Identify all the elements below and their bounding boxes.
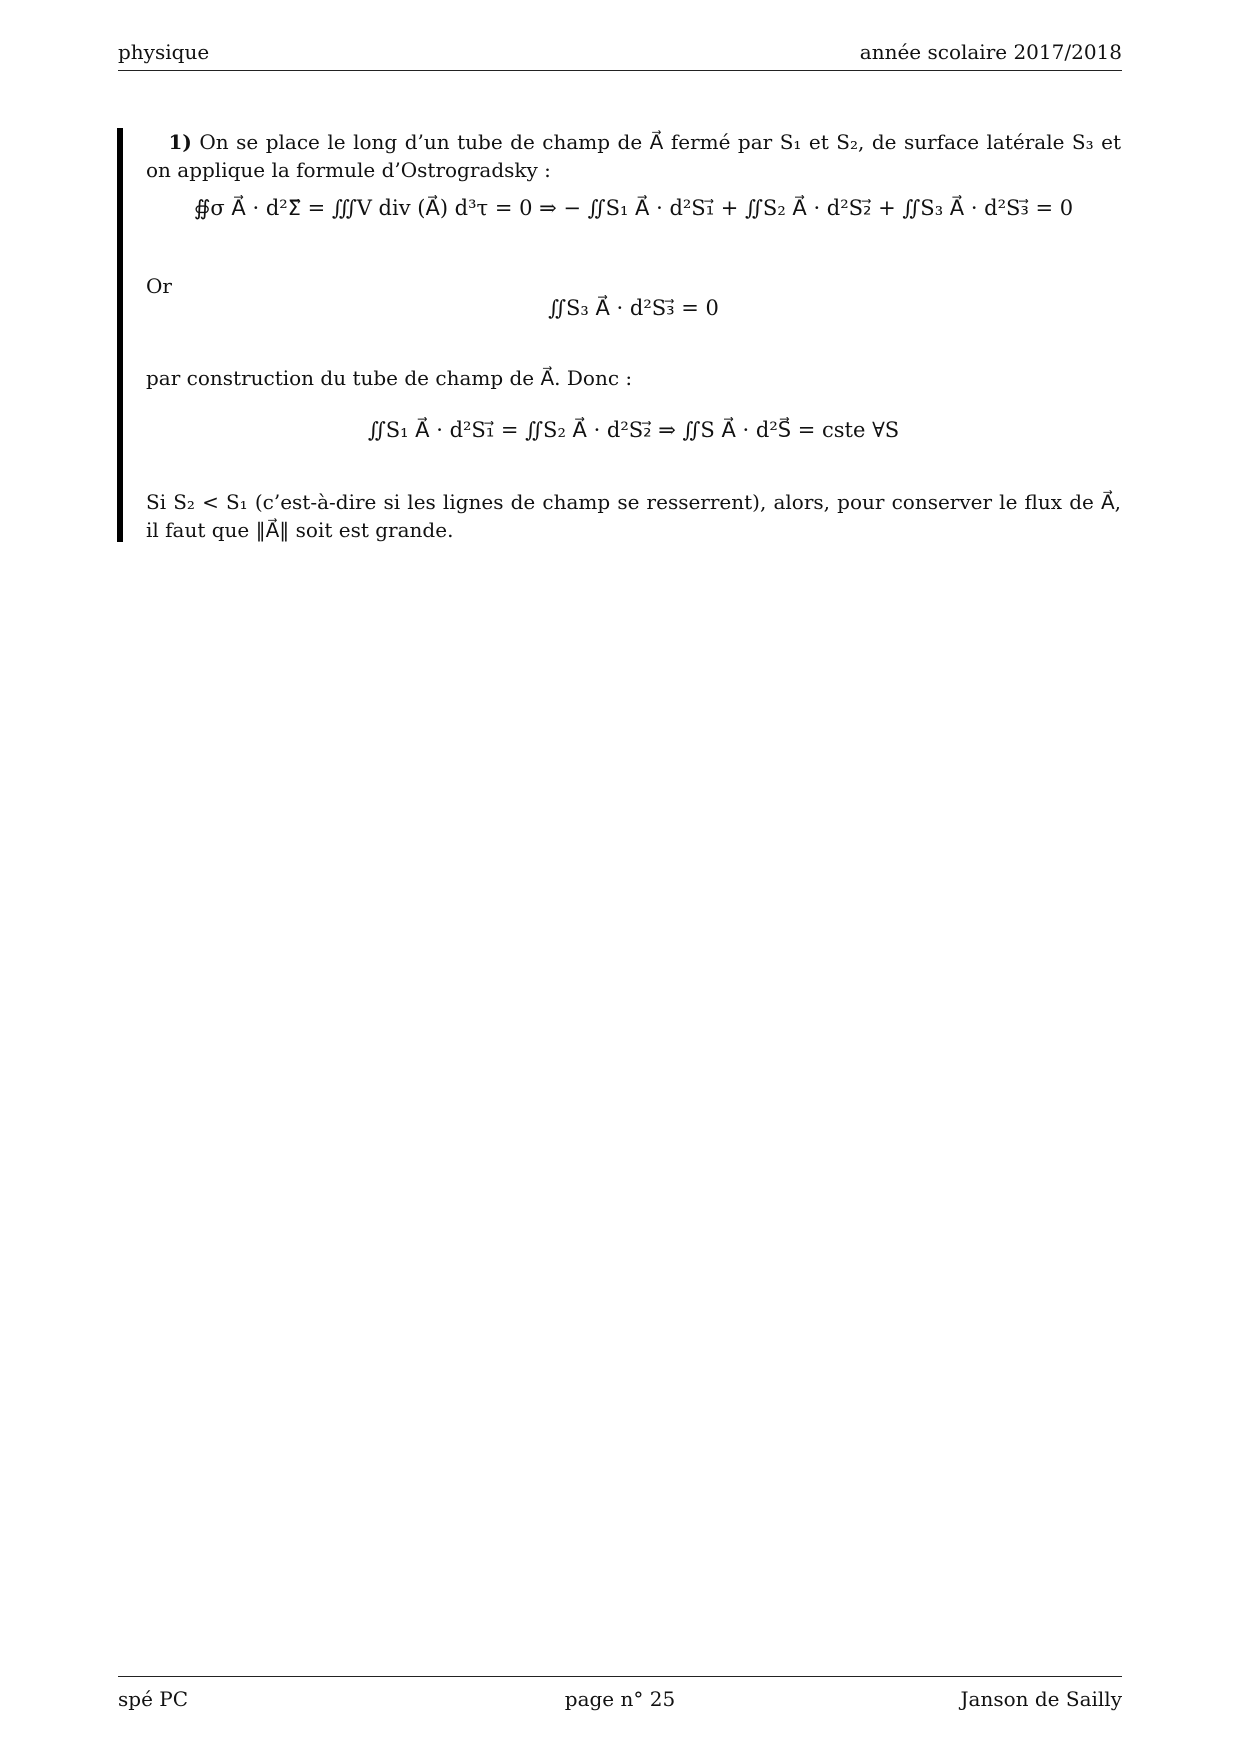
header-school-year: année scolaire 2017/2018 xyxy=(859,40,1122,64)
footer-school: Janson de Sailly xyxy=(960,1687,1122,1711)
paragraph-3 xyxy=(146,364,1121,392)
footer-class: spé PC xyxy=(118,1687,189,1711)
header-subject: physique xyxy=(118,40,210,64)
equation-ostrogradsky xyxy=(146,196,1121,220)
page-footer xyxy=(118,1676,1122,1717)
paragraph-1-text: On se place le long d’un tube de champ de A⃗ fermé par S₁ et S₂, de surface latérale S₃ et on applique la formule d’Ostrogradsky : xyxy=(146,130,1122,182)
equation-flux-conservation xyxy=(146,418,1121,442)
equation-lateral-flux xyxy=(146,296,1121,320)
question-number: 1) xyxy=(168,130,192,154)
footer-page-number: page n° 25 xyxy=(564,1687,676,1711)
page-header xyxy=(118,40,1122,71)
paragraph-3-text: par construction du tube de champ de A⃗. Donc : xyxy=(146,366,633,390)
paragraph-4-text: Si S₂ < S₁ (c’est-à-dire si les lignes de champ se resserrent), alors, pour conserver le flux de A⃗, il faut que ‖A⃗‖ soit est grande. xyxy=(146,490,1121,542)
equation-flux-conservation-text: ∬S₁ A⃗ · d²S₁⃗ = ∬S₂ A⃗ · d²S₂⃗ ⇒ ∬S A⃗ · d²S⃗ = cste ∀S xyxy=(367,418,900,442)
equation-lateral-flux-text: ∬S₃ A⃗ · d²S₃⃗ = 0 xyxy=(548,296,719,320)
equation-ostrogradsky-text: ∯σ A⃗ · d²Σ⃗ = ∭V div (A⃗) d³τ = 0 ⇒ − ∬S₁ A⃗ · d²S₁⃗ + ∬S₂ A⃗ · d²S₂⃗ + ∬S₃ A⃗ · d²S₃⃗ = 0 xyxy=(193,196,1074,220)
paragraph-1 xyxy=(146,128,1121,184)
paragraph-4 xyxy=(146,488,1121,544)
paragraph-2-text: Or xyxy=(146,274,172,298)
margin-bar xyxy=(117,128,123,542)
